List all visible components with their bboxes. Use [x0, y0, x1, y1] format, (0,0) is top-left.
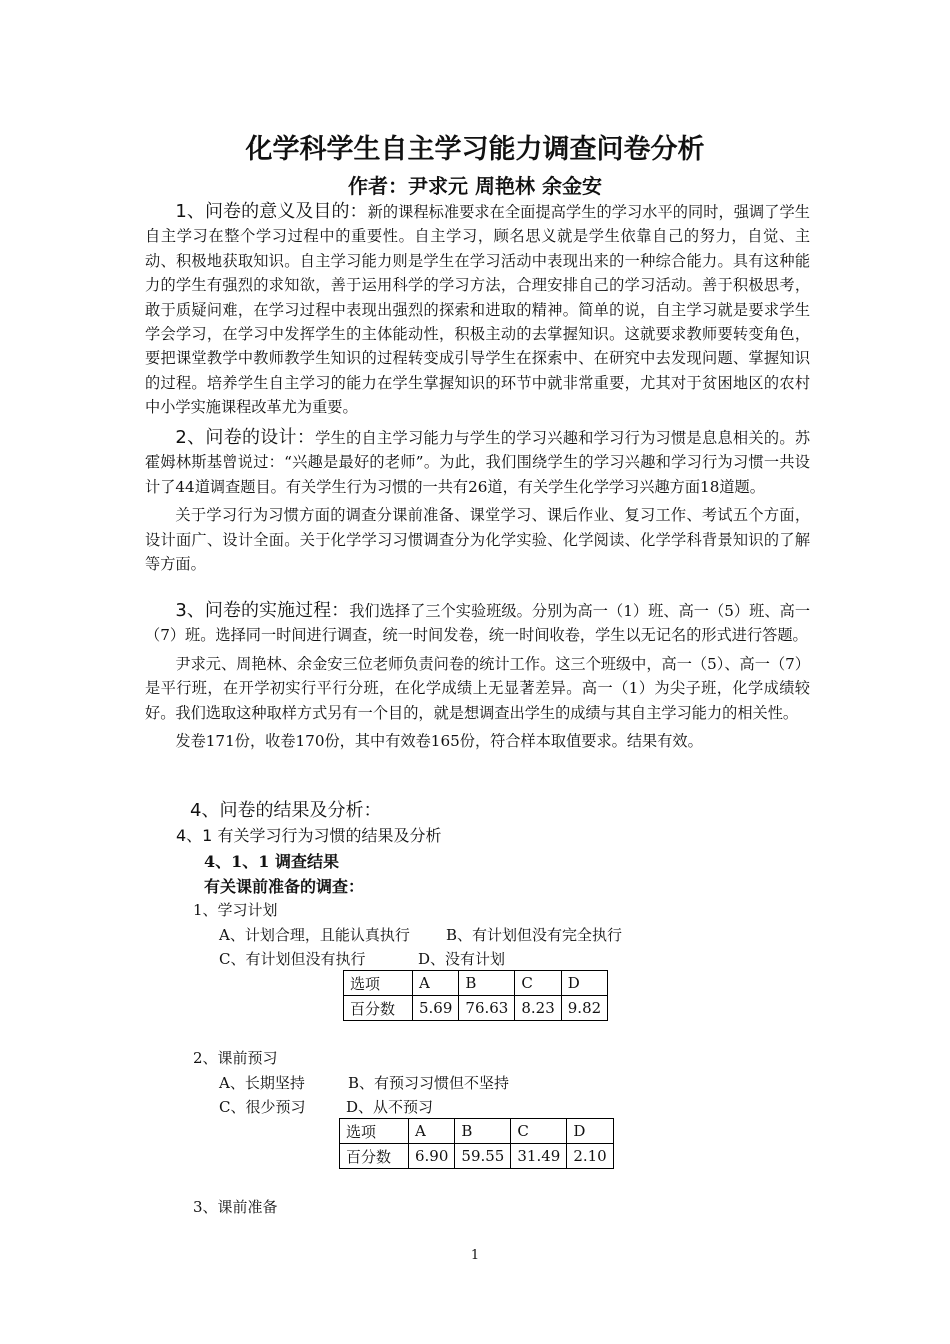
- q1-option-b: B、有计划但没有完全执行: [446, 926, 623, 944]
- table-row: [344, 996, 608, 1021]
- section-2: [145, 426, 810, 576]
- table-cell: 76.63: [459, 996, 515, 1021]
- table-cell: 选项: [344, 971, 413, 996]
- table-cell: C: [511, 1119, 567, 1144]
- q2-option-b: B、有预习习惯但不坚持: [348, 1074, 510, 1092]
- table-cell: C: [515, 971, 561, 996]
- table-cell: D: [567, 1119, 613, 1144]
- section-1: [145, 200, 810, 420]
- table-row: [340, 1144, 614, 1169]
- section-2-text-2: 关于学习行为习惯方面的调查分课前准备、课堂学习、课后作业、复习工作、考试五个方面，设计面广、设计全面。关于化学学习习惯调查分为化学实验、化学阅读、化学学科背景知识的了解等方面。: [145, 506, 810, 574]
- table-cell: 8.23: [515, 996, 561, 1021]
- table-cell: A: [409, 1119, 455, 1144]
- q1-table: [343, 970, 608, 1021]
- q3-title: 3、课前准备: [193, 1198, 278, 1216]
- table-cell: A: [413, 971, 459, 996]
- q2-option-a: A、长期坚持: [219, 1074, 305, 1092]
- table-cell: B: [459, 971, 515, 996]
- section-2-text: 学生的自主学习能力与学生的学习兴趣和学习行为习惯是息息相关的。苏霍姆林斯基曾说过：“兴趣是最好的老师”。为此，我们围绕学生的学习兴趣和学习行为习惯一共设计了44道调查题目。有关学生行为习惯的一共有26道，有关学生化学学习兴趣方面18道题。: [145, 429, 811, 496]
- table-cell: 9.82: [561, 996, 607, 1021]
- table-cell: 百分数: [340, 1144, 409, 1169]
- section-4-1-1-heading: 4、1、1 调查结果: [204, 852, 339, 871]
- section-4-1-heading: 4、1 有关学习行为习惯的结果及分析: [176, 826, 442, 845]
- table-cell: 2.10: [567, 1144, 613, 1169]
- q1-option-a: A、计划合理，且能认真执行: [219, 926, 410, 944]
- q2-option-d: D、从不预习: [346, 1098, 434, 1116]
- section-4-1-1-subheading: 有关课前准备的调查：: [204, 877, 365, 896]
- section-4-heading: 4、问卷的结果及分析：: [190, 800, 382, 821]
- section-3-heading: 3、问卷的实施过程：: [175, 600, 350, 621]
- table-cell: 百分数: [344, 996, 413, 1021]
- section-2-heading: 2、问卷的设计：: [175, 427, 316, 448]
- table-cell: 59.55: [455, 1144, 511, 1169]
- doc-title: 化学科学生自主学习能力调查问卷分析: [245, 134, 705, 165]
- table-cell: 31.49: [511, 1144, 567, 1169]
- page-number: 1: [470, 1248, 480, 1263]
- q2-table: [339, 1118, 614, 1169]
- section-3-text-3: 发卷171份，收卷170份，其中有效卷165份，符合样本取值要求。结果有效。: [175, 732, 703, 751]
- section-3-text-2: 尹求元、周艳林、余金安三位老师负责问卷的统计工作。这三个班级中，高一（5）、高一（7）是平行班，在开学初实行平行分班，在化学成绩上无显著差异。高一（1）为尖子班，化学成绩较好。我们选取这种取样方式另有一个目的，就是想调查出学生的成绩与其自主学习能力的相关性。: [145, 654, 810, 722]
- section-3: [145, 599, 810, 753]
- section-1-heading: 1、问卷的意义及目的：: [175, 201, 368, 222]
- table-cell: B: [455, 1119, 511, 1144]
- section-3-text: 我们选择了三个实验班级。分别为高一（1）班、高一（5）班、高一（7）班。选择同一时间进行调查，统一时间发卷，统一时间收卷，学生以无记名的形式进行答题。: [145, 602, 811, 645]
- section-1-text: 新的课程标准要求在全面提高学生的学习水平的同时，强调了学生自主学习在整个学习过程中的重要性。自主学习，顾名思义就是学生依靠自己的努力，自觉、主动、积极地获取知识。自主学习能力则是学生在学习活动中表现出来的一种综合能力。具有这种能力的学生有强烈的求知欲，善于运用科学的学习方法，合理安排自己的学习活动。善于积极思考，敢于质疑问难，在学习过程中表现出强烈的探索和进取的精神。简单的说，自主学习就是要求学生学会学习，在学习中发挥学生的主体能动性，积极主动的去掌握知识。这就要求教师要转变角色，要把课堂教学中教师教学生知识的过程转变成引导学生在探索中、在研究中去发现问题、掌握知识的过程。培养学生自主学习的能力在学生掌握知识的环节中就非常重要，尤其对于贫困地区的农村中小学实施课程改革尤为重要。: [145, 203, 810, 417]
- table-cell: 5.69: [413, 996, 459, 1021]
- q1-option-c: C、有计划但没有执行: [219, 950, 366, 968]
- table-row: [340, 1119, 614, 1144]
- table-row: [344, 971, 608, 996]
- q2-option-c: C、很少预习: [219, 1098, 306, 1116]
- doc-authors: 作者：尹求元 周艳林 余金安: [348, 174, 602, 198]
- q2-title: 2、课前预习: [193, 1049, 278, 1067]
- q1-option-d: D、没有计划: [418, 950, 506, 968]
- table-cell: 6.90: [409, 1144, 455, 1169]
- table-cell: D: [561, 971, 607, 996]
- table-cell: 选项: [340, 1119, 409, 1144]
- q1-title: 1、学习计划: [193, 901, 278, 919]
